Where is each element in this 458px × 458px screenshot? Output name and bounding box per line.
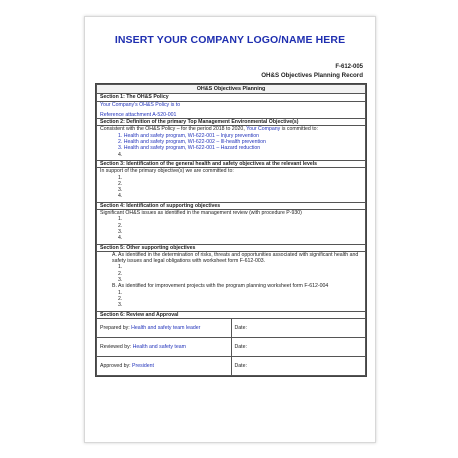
list-item: 3. Health and safety program, WI-622-001 – Hazard reduction xyxy=(118,145,261,152)
reference-line: Reference attachment A-520-001 xyxy=(100,111,177,118)
policy-line: Your Company's OH&S Policy is to xyxy=(100,101,181,108)
list-item: 1. xyxy=(118,289,123,296)
list-item: 2. xyxy=(118,180,123,187)
reviewed-cell[interactable]: Reviewed by: Health and safety team xyxy=(97,337,232,356)
section-1-body xyxy=(97,101,366,119)
section-2-title: Section 2: Definition of the primary Top Management Environmental Objective(s) xyxy=(100,119,299,126)
list-item: 1. Health and safety program, WI-622-001 – Injury prevention xyxy=(118,132,260,139)
approved-row xyxy=(97,356,366,375)
reviewed-row xyxy=(97,337,366,356)
list-item: 4. xyxy=(118,151,123,158)
section-3-title: Section 3: Identification of the general health and safety objectives at the relevant levels xyxy=(100,160,318,167)
section-5-title: Section 5: Other supporting objectives xyxy=(100,244,196,251)
list-item: 1. xyxy=(118,264,123,271)
list-item: 2. xyxy=(118,270,123,277)
planning-form xyxy=(95,83,367,377)
section-2-body xyxy=(97,126,366,160)
section-5-body xyxy=(97,251,366,311)
prepared-date[interactable]: Date: xyxy=(231,318,366,337)
list-item: 2. xyxy=(118,222,123,229)
list-item: 4. xyxy=(118,235,123,242)
document-number: F-612-005 xyxy=(335,64,363,70)
section-4 xyxy=(97,202,366,209)
section-2 xyxy=(97,119,366,126)
company-logo-placeholder: INSERT YOUR COMPANY LOGO/NAME HERE xyxy=(114,34,346,46)
section-3-intro: In support of the primary objective(s) we are committed to: xyxy=(100,168,234,175)
list-item: 2. Health and safety program, WI-622-002 – Ill-health prevention xyxy=(118,139,266,146)
document-page xyxy=(84,16,376,443)
list-item: 3. xyxy=(118,277,123,284)
list-item: 3. xyxy=(118,302,123,309)
prepared-cell[interactable]: Prepared by: Health and safety team leader xyxy=(97,318,232,337)
section-3 xyxy=(97,160,366,167)
form-title: OH&S Objectives Planning xyxy=(97,85,366,94)
reviewed-date[interactable]: Date: xyxy=(231,337,366,356)
list-item: 3. xyxy=(118,228,123,235)
list-item: 2. xyxy=(118,295,123,302)
approved-cell[interactable]: Approved by: President xyxy=(97,356,232,375)
form-table xyxy=(96,84,366,376)
section-5 xyxy=(97,244,366,251)
section-3-body xyxy=(97,168,366,202)
list-item: 3. xyxy=(118,187,123,194)
section-6 xyxy=(97,311,366,318)
section-4-title: Section 4: Identification of supporting objectives xyxy=(100,202,221,209)
approved-date[interactable]: Date: xyxy=(231,356,366,375)
document-title: OH&S Objectives Planning Record xyxy=(261,72,363,79)
prepared-row xyxy=(97,318,366,337)
section-5-a: A. As identified in the determination of risks, threats and opportunities associated with significant health and safety issues and legal obligations with worksheet form F-612-003. xyxy=(112,251,359,265)
list-item: 4. xyxy=(118,193,123,200)
section-2-intro: Consistent with the OH&S Policy – for the period 2018 to 2020, Your Company is committed to: xyxy=(100,126,318,133)
section-1-title: Section 1: The OH&S Policy xyxy=(100,94,169,101)
list-item: 1. xyxy=(118,216,123,223)
section-4-intro: Significant OH&S issues as identified in the management review (with procedure P-930) xyxy=(100,210,302,217)
list-item: 1. xyxy=(118,174,123,181)
section-6-title: Section 6: Review and Approval xyxy=(100,311,179,318)
section-4-body xyxy=(97,210,366,244)
section-5-b: B. As identified for improvement projects with the program planning worksheet form F-612-004 xyxy=(112,283,329,290)
section-1 xyxy=(97,94,366,101)
